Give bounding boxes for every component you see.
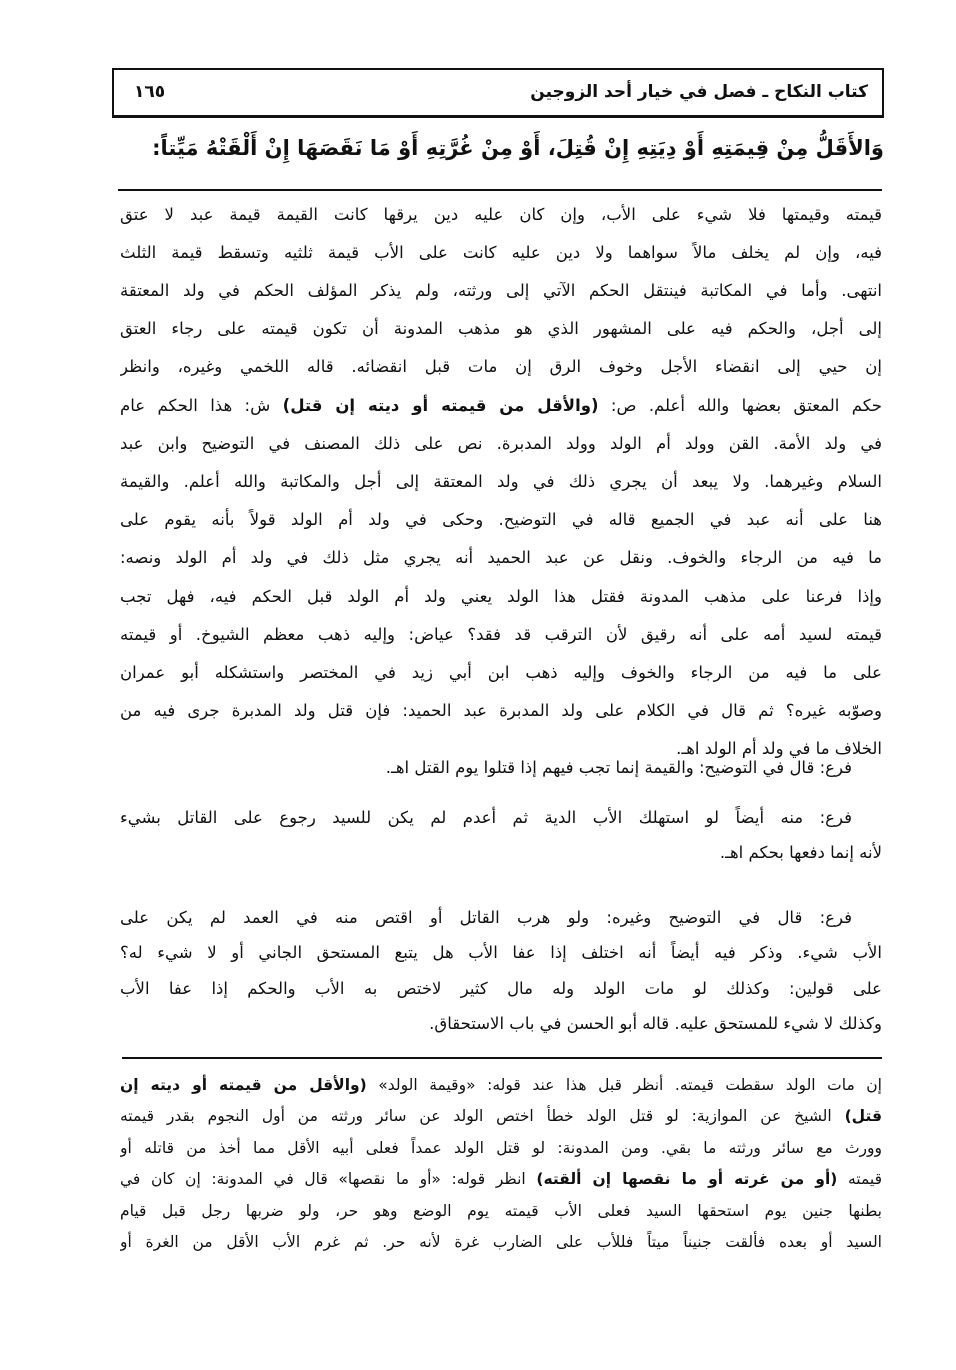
text-segment: بطنها جنين يوم استحقها السيد فعلى الأب قيمته يوم الوضع وهو حر، ولو ضربها رجل قبل قيام (120, 1202, 882, 1220)
text-line (120, 841, 882, 865)
text-segment: هنا على أنه عبد في الجميع قاله في التوضيح. وحكى في ولد أم الولد قولاً بأنه يقوم على (120, 510, 882, 529)
text-segment: السلام وغيرهما. ولا يبعد أن يجري ذلك في ولد المعتقة إلى أجل والمكاتبة والله أعلم. والقيمة (120, 472, 882, 491)
text-segment: الأب شيء. وذكر فيه أيضاً أنه اختلف إذا عفا الأب هل يتبع المستحق الجاني أو لا شيء له؟ (120, 943, 882, 962)
text-segment: فرع: قال في التوضيح وغيره: ولو هرب القاتل أو اقتص منه في العمد لم يكن على (120, 908, 852, 927)
text-segment: على ما فيه من الرجاء والخوف وإليه ذهب ابن أبي زيد في المختصر واستشكله أبو عمران (120, 663, 882, 682)
text-line (120, 623, 882, 647)
text-segment: ما فيه من الرجاء والخوف. ونقل عن عبد الحميد أنه يجري مثل ذلك في ولد أم الولد ونصه: (120, 548, 882, 567)
text-segment: الخلاف ما في ولد أم الولد اهـ. (676, 739, 882, 758)
verse-divider (118, 189, 882, 191)
text-line (120, 508, 882, 532)
text-line (120, 585, 882, 609)
text-segment: في ولد الأمة. القن وولد أم الولد وولد المدبرة. نص على ذلك المصنف في التوضيح وابن عبد (120, 434, 882, 453)
text-segment: حكم المعتق بعضها والله أعلم. ص: (598, 396, 882, 415)
footnote-line (120, 1073, 882, 1097)
text-segment: إن مات الولد سقطت قيمته. أنظر قبل هذا عند قوله: «وقيمة الولد» (366, 1076, 882, 1094)
bold-quote: (والأقل من قيمته أو ديته إن (120, 1076, 367, 1094)
text-segment: وكذلك لا شيء للمستحق عليه. قاله أبو الحسن في باب الاستحقاق. (429, 1014, 882, 1033)
text-line (120, 432, 882, 456)
text-line (120, 941, 882, 965)
text-line (120, 977, 882, 1001)
text-line (120, 317, 882, 341)
text-line (120, 279, 882, 303)
text-segment: لأنه إنما دفعها بحكم اهـ. (719, 843, 882, 862)
text-segment: إلى أجل، والحكم فيه على المشهور الذي هو مذهب المدونة أن تكون قيمته على رجاء العتق (120, 319, 882, 338)
text-line (120, 394, 882, 418)
text-segment: فيه، وإن لم يخلف مالاً سواهما ولا دين عليه كانت على الأب قيمة ثلثيه وتسقط قيمة الثلث (120, 243, 882, 262)
footnote-line (120, 1230, 882, 1254)
text-line (120, 756, 882, 780)
text-line (120, 699, 882, 723)
text-segment: وصوّبه غيره؟ ثم قال في الكلام على ولد المدبرة عبد الحميد: فإن قتل ولد المدبرة جرى فيه من (120, 701, 882, 720)
footnote-line (120, 1104, 882, 1128)
text-line (120, 355, 882, 379)
footnote-divider (122, 1057, 882, 1059)
text-line (120, 470, 882, 494)
header-title: كتاب النكاح ـ فصل في خيار أحد الزوجين (530, 82, 868, 102)
text-segment: قيمته لسيد أمه على أنه رقيق لأن الترقب قد فقد؟ عياض: وإليه ذهب معظم الشيوخ. أو قيمته (120, 625, 882, 644)
text-segment: وإذا فرعنا على مذهب المدونة فقتل هذا الولد يعني ولد أم الولد قبل الحكم فيه، فهل تجب (120, 587, 882, 606)
footnote-line (120, 1199, 882, 1223)
matn-verse: وَالأَقَلُّ مِنْ قِيمَتِهِ أَوْ دِيَتِهِ إِنْ قُتِلَ، أَوْ مِنْ غُرَّتِهِ أَوْ مَا نَقَصَهَا إِنْ أَلْقَتْهُ مَيِّتاً: (152, 136, 884, 160)
footnote-line (120, 1167, 882, 1191)
footnote-line (120, 1136, 882, 1160)
text-segment: فرع: قال في التوضيح: والقيمة إنما تجب فيهم إذا قتلوا يوم القتل اهـ. (385, 758, 852, 777)
page-number: ١٦٥ (134, 82, 166, 102)
text-line (120, 806, 882, 830)
text-segment: إن حيي إلى انقضاء الأجل وخوف الرق إن مات قبل انقضائه. قاله اللخمي وغيره، وانظر (120, 357, 882, 376)
text-segment: على قولين: وكذلك لو مات الولد وله مال كثير لاختص به الأب والحكم إذا عفا الأب (120, 979, 882, 998)
text-line (120, 661, 882, 685)
text-line (120, 1012, 882, 1036)
text-line (120, 203, 882, 227)
text-line (120, 546, 882, 570)
text-segment: قيمته (837, 1170, 882, 1188)
running-header (112, 68, 884, 118)
text-segment: وورث مع سائر ورثته ما بقي. ومن المدونة: لو قتل الولد عمداً فعلى أبيه الأقل مما أخذ من قاتله أو (120, 1139, 882, 1157)
bold-quote: (أو من غرته أو ما نقصها إن ألقته) (536, 1170, 838, 1188)
text-segment: انظر قوله: «أو ما نقصها» قال في المدونة: إن كان في (120, 1170, 537, 1188)
text-segment: ش: هذا الحكم عام (120, 396, 283, 415)
text-segment: الشيخ عن الموازية: لو قتل الولد خطأ اختص الولد عن سائر ورثته من أول النجوم بقدر قيمته (120, 1107, 845, 1125)
bold-quote: (والأقل من قيمته أو ديته إن قتل) (282, 396, 599, 415)
text-segment: قيمته وقيمتها فلا شيء على الأب، وإن كان عليه دين يرقها كانت القيمة قيمة عبد لا عتق (120, 205, 882, 224)
text-segment: فرع: منه أيضاً لو استهلك الأب الدية ثم أعدم لم يكن للسيد رجوع على القاتل بشيء (120, 808, 852, 827)
text-segment: انتهى. وأما في المكاتبة فينتقل الحكم الآتي إلى ورثته، ولم يذكر المؤلف الحكم في ولد المعتقة (120, 281, 882, 300)
text-line (120, 241, 882, 265)
text-line (120, 906, 882, 930)
bold-quote: قتل) (844, 1107, 882, 1125)
text-segment: السيد أو بعده فألقت جنيناً ميتاً فللأب على الضارب غرة لأنه حر. ثم غرم الأب الأقل من الغرة أو (120, 1233, 882, 1251)
